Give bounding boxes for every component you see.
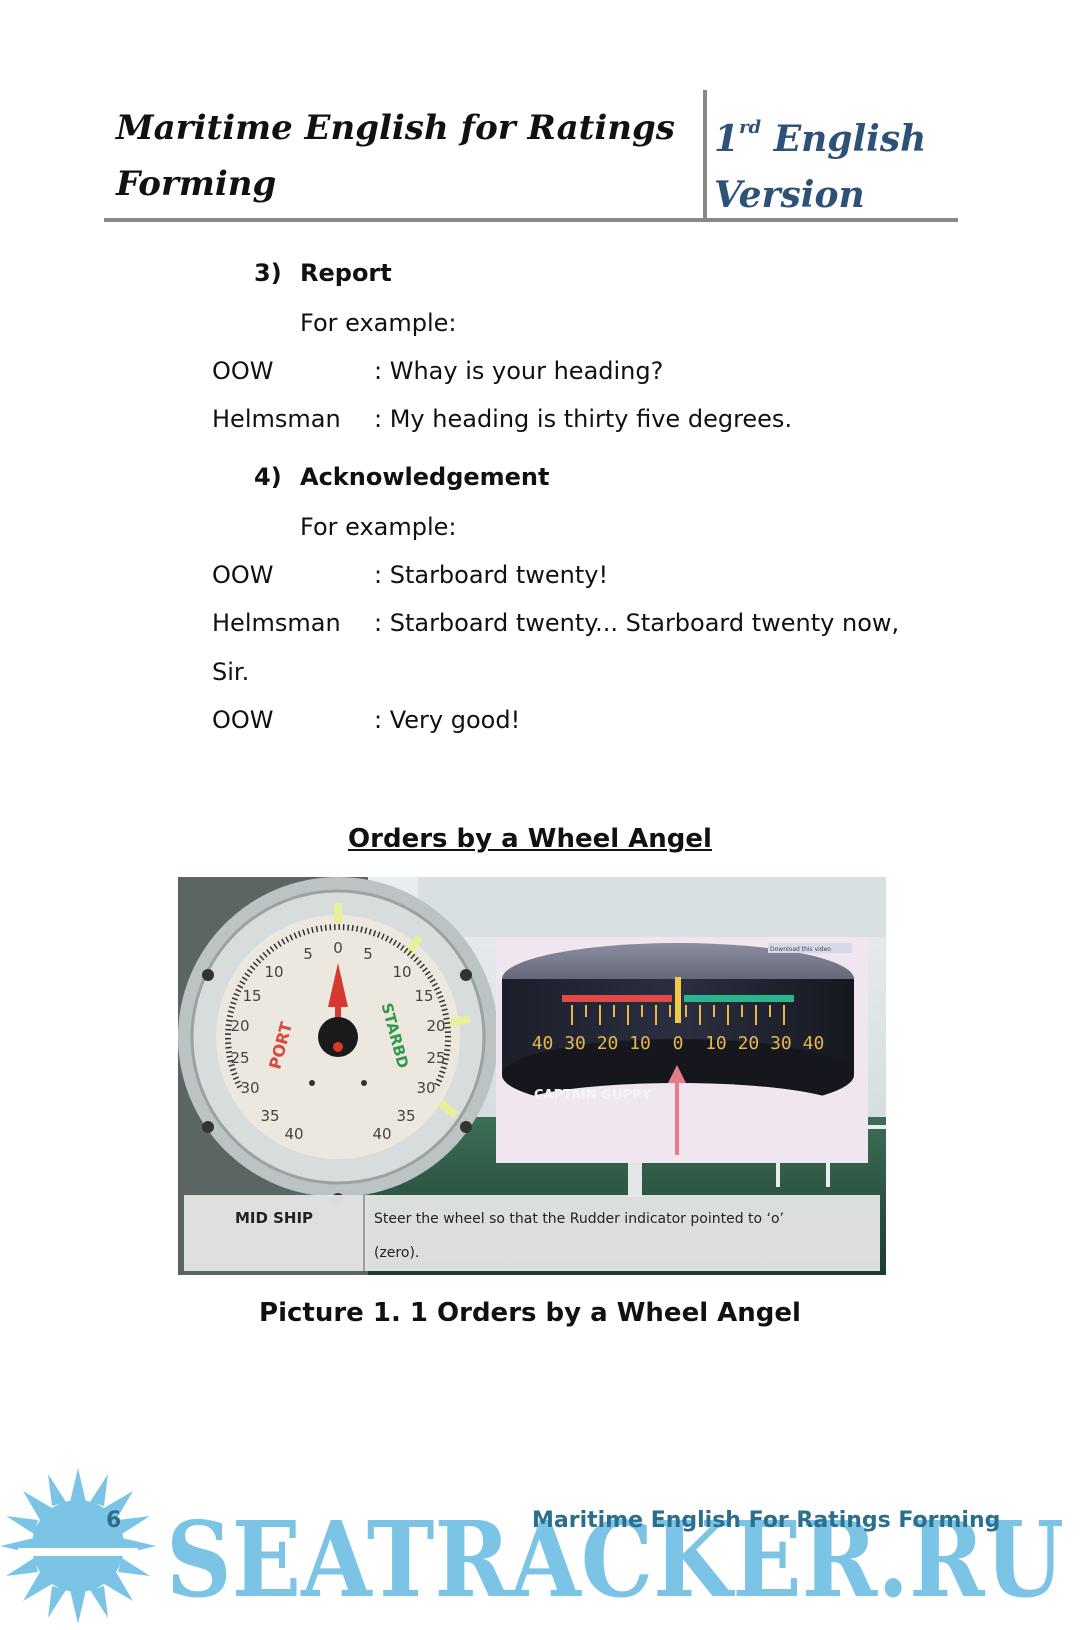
section-heading-report (254, 259, 392, 287)
watermark-text: SEATRACKER.RU (166, 1498, 1064, 1621)
drum-rudder-indicator (496, 937, 868, 1163)
figure-caption: Picture 1. 1 Orders by a Wheel Angel (259, 1298, 801, 1328)
dial-number: 15 (414, 987, 434, 1005)
dial-number: 10 (392, 963, 412, 981)
dial-number: 40 (372, 1125, 392, 1143)
rudder-indicator-photo (178, 877, 886, 1275)
edition-superscript: rd (739, 117, 762, 138)
section-number: 4) (254, 463, 282, 491)
table-label-midship: MID SHIP (234, 1209, 314, 1227)
dial-number: 25 (426, 1049, 446, 1067)
header-divider-horizontal (104, 218, 958, 222)
dialogue-speaker: OOW (212, 357, 274, 385)
dial-number: 35 (396, 1107, 416, 1125)
dial-number: 0 (333, 939, 343, 957)
dialogue-speaker: Helmsman (212, 609, 341, 637)
page-number: 6 (106, 1508, 122, 1533)
seatracker-watermark (0, 1468, 1080, 1630)
header-divider-vertical (703, 90, 707, 222)
dialogue-continuation: Sir. (212, 658, 250, 686)
dialogue-text: : Very good! (374, 706, 521, 734)
running-footer-title: Maritime English For Ratings Forming (532, 1508, 1001, 1533)
dial-number: 5 (303, 945, 313, 963)
rudder-indicator-illustration (178, 877, 886, 1275)
dial-number: 5 (363, 945, 373, 963)
port-label: PORT (265, 1020, 297, 1072)
dialogue-text: : My heading is thirty five degrees. (374, 405, 793, 433)
edition-number: 1 (714, 118, 740, 160)
starboard-label: STARBD (377, 1001, 413, 1071)
section-heading-acknowledgement (254, 463, 550, 491)
table-text-line1: Steer the wheel so that the Rudder indicator pointed to ‘o’ (374, 1211, 785, 1227)
download-video-link[interactable]: Download this video (770, 946, 831, 953)
drum-scale: 40 30 20 10 0 10 20 30 40 (531, 1033, 825, 1054)
drum-pointer (675, 977, 681, 1023)
edition-line2: Version (714, 174, 865, 216)
figure-heading: Orders by a Wheel Angel (348, 824, 712, 854)
example-label: For example: (300, 309, 457, 337)
dialogue-text: : Starboard twenty! (374, 561, 609, 589)
dial-number: 20 (230, 1017, 250, 1035)
dial-number: 25 (230, 1049, 250, 1067)
document-title (116, 100, 696, 212)
dialogue-speaker: OOW (212, 706, 274, 734)
dial-number: 35 (260, 1107, 280, 1125)
sun-icon (0, 1468, 156, 1624)
dialogue-speaker: OOW (212, 561, 274, 589)
example-label: For example: (300, 513, 457, 541)
dial-number: 10 (264, 963, 284, 981)
section-number: 3) (254, 259, 282, 287)
edition-word: English (773, 118, 927, 160)
dial-number: 15 (242, 987, 262, 1005)
dialogue-speaker: Helmsman (212, 405, 341, 433)
dialogue-text: : Whay is your heading? (374, 357, 664, 385)
dial-number: 20 (426, 1017, 446, 1035)
table-text-line2: (zero). (374, 1245, 420, 1261)
dial-number: 30 (240, 1079, 260, 1097)
document-title-line1: Maritime English for Ratings (116, 108, 675, 148)
document-title-line2: Forming (116, 164, 277, 204)
captain-guppy-watermark: CAPTAIN GUPPY (534, 1088, 651, 1103)
section-title: Acknowledgement (300, 463, 550, 491)
dial-number: 40 (284, 1125, 304, 1143)
dialogue-text: : Starboard twenty... Starboard twenty now, (374, 609, 900, 637)
dial-number: 30 (416, 1079, 436, 1097)
section-title: Report (300, 259, 392, 287)
edition-label (714, 100, 974, 223)
